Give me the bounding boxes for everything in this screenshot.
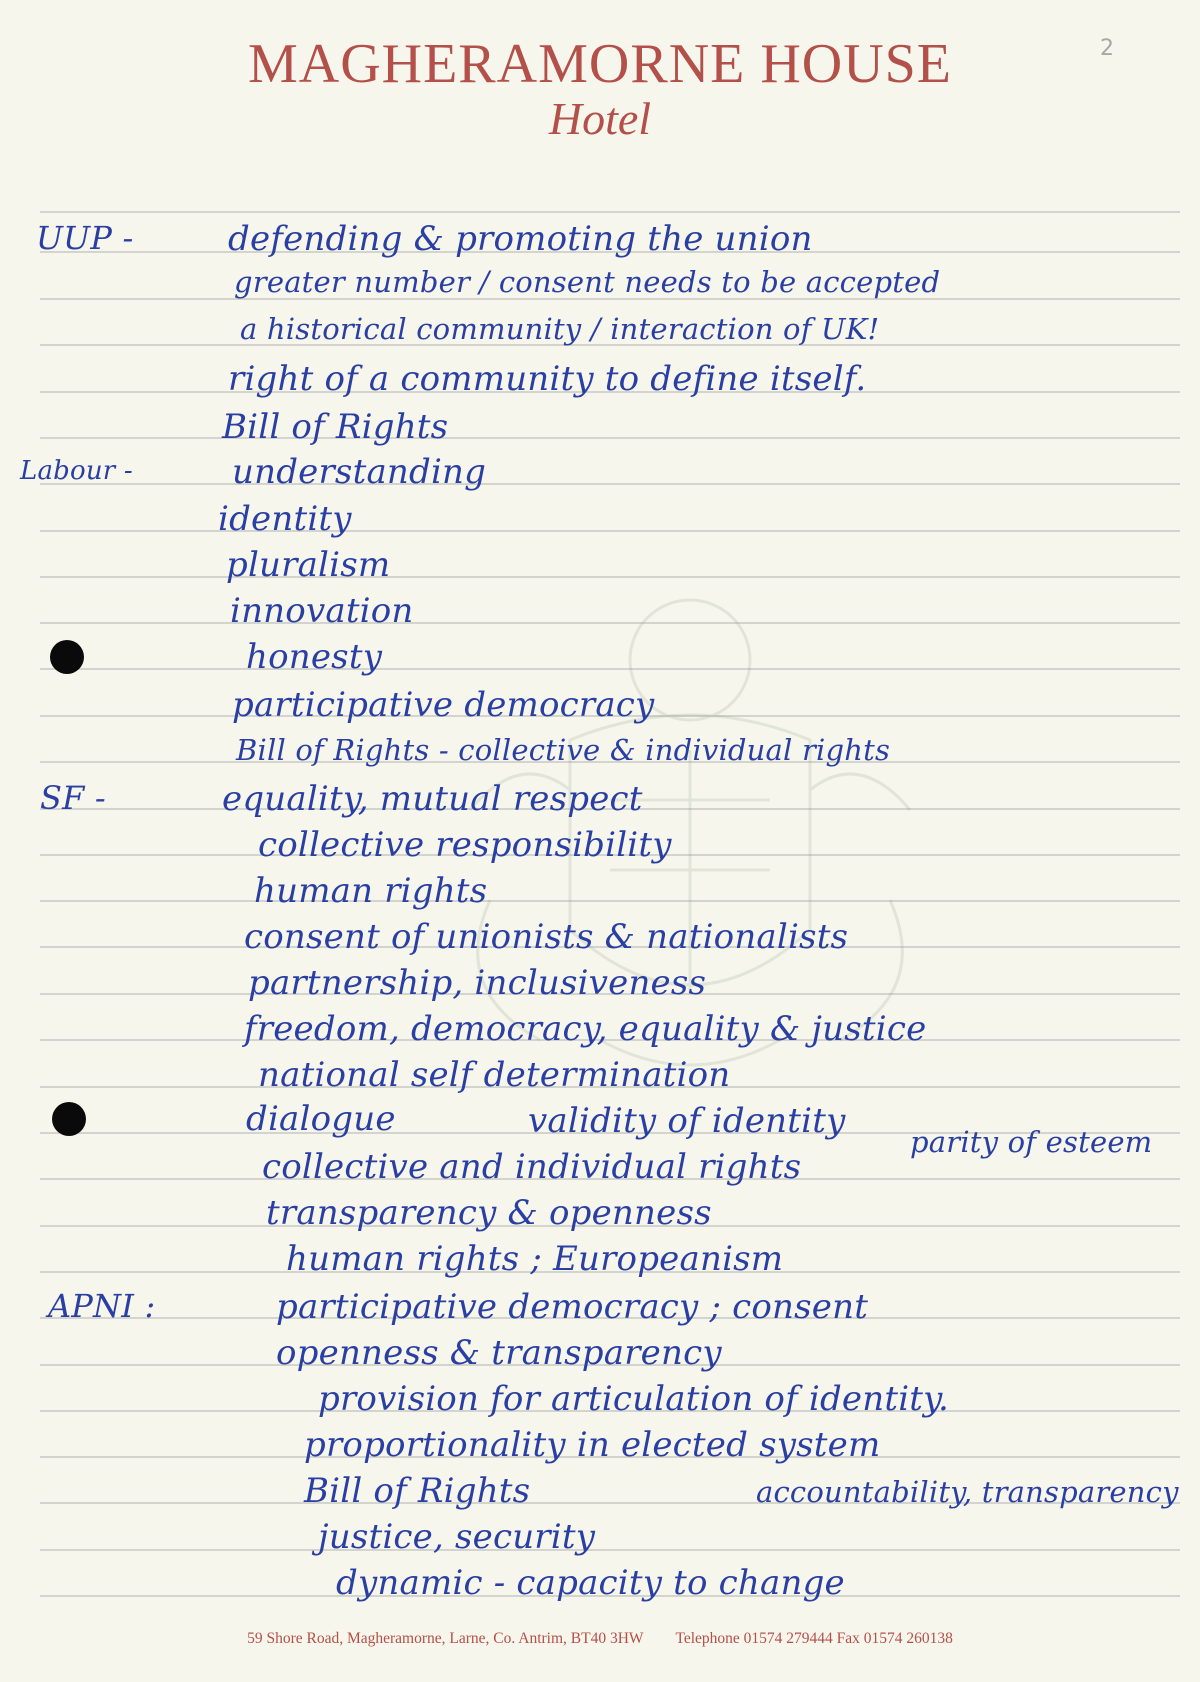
punch-hole	[50, 640, 84, 674]
sf-line: collective responsibility	[258, 825, 672, 865]
page-number: 2	[1100, 36, 1114, 61]
labour-line: pluralism	[226, 545, 391, 585]
uup-line: greater number / consent needs to be accepted	[234, 265, 941, 299]
labour-line: innovation	[230, 591, 414, 631]
sf-line: human rights ; Europeanism	[286, 1239, 784, 1279]
labour-line: identity	[218, 499, 352, 539]
hotel-subtitle: Hotel	[548, 93, 652, 144]
uup-label: UUP -	[36, 219, 134, 257]
labour-line: participative democracy	[232, 685, 655, 725]
apni-line: participative democracy ; consent	[276, 1287, 869, 1327]
apni-line: Bill of Rights	[304, 1471, 531, 1511]
sf-line: parity of esteem	[910, 1125, 1153, 1159]
labour-label: Labour -	[20, 456, 133, 486]
sf-line: equality, mutual respect	[222, 779, 643, 819]
sf-line: validity of identity	[528, 1101, 846, 1141]
uup-line: Bill of Rights	[222, 407, 449, 447]
sf-line: national self determination	[258, 1055, 731, 1095]
apni-line: provision for articulation of identity.	[318, 1379, 950, 1419]
uup-line: a historical community / interaction of UK!	[240, 312, 880, 346]
apni-label: APNI :	[48, 1287, 156, 1325]
apni-line: accountability, transparency	[756, 1475, 1179, 1509]
apni-line: dynamic - capacity to change	[336, 1563, 845, 1603]
apni-line: proportionality in elected system	[304, 1425, 881, 1465]
punch-hole	[52, 1102, 86, 1136]
labour-line: Bill of Rights - collective & individual rights	[236, 733, 891, 767]
uup-line: right of a community to define itself.	[228, 359, 867, 399]
sf-line: transparency & openness	[266, 1193, 712, 1233]
labour-line: honesty	[246, 637, 383, 677]
sf-label: SF -	[40, 779, 106, 817]
hotel-address: 59 Shore Road, Magheramorne, Larne, Co. Antrim, BT40 3HW	[247, 1630, 644, 1647]
sf-line: human rights	[254, 871, 488, 911]
letterhead-footer	[0, 1630, 1200, 1648]
apni-line: openness & transparency	[276, 1333, 722, 1373]
uup-line: defending & promoting the union	[228, 219, 813, 259]
sf-line: dialogue	[246, 1099, 396, 1139]
labour-line: understanding	[232, 452, 487, 492]
apni-line: justice, security	[318, 1517, 596, 1557]
sf-line: partnership, inclusiveness	[248, 963, 707, 1003]
sf-line: collective and individual rights	[262, 1147, 802, 1187]
sf-line: freedom, democracy, equality & justice	[244, 1009, 927, 1049]
hotel-contact: Telephone 01574 279444 Fax 01574 260138	[675, 1630, 953, 1647]
hotel-name: MAGHERAMORNE HOUSE	[247, 33, 953, 95]
sf-line: consent of unionists & nationalists	[244, 917, 849, 957]
